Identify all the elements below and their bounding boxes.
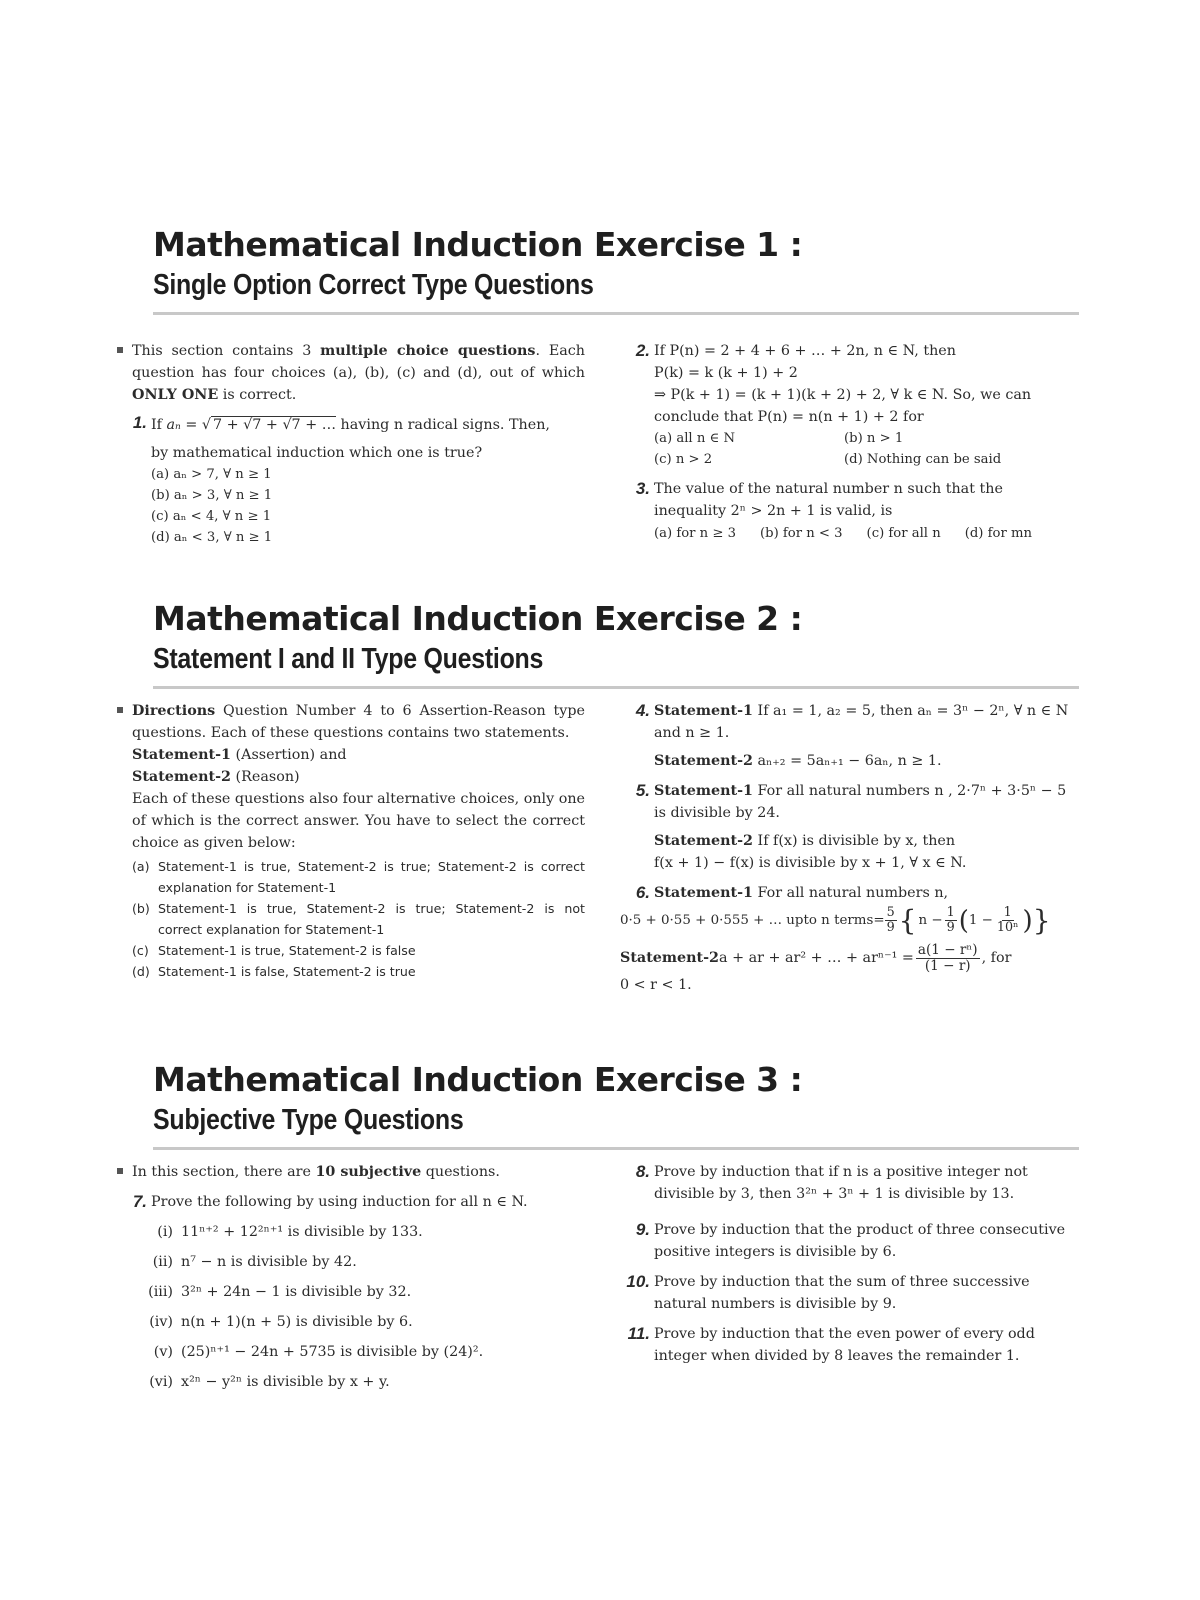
exercise-1-title: Mathematical Induction Exercise 1 : bbox=[153, 225, 803, 264]
option-c[interactable]: (c) for all n bbox=[866, 526, 941, 541]
series-formula: 0·5 + 0·55 + 0·555 + … upto n terms= $\frac{5}{9}$ { n − $\frac{1}{9}$ ( 1 − $\frac{1}{\text{10ⁿ}}$ ) } bbox=[620, 903, 1051, 937]
option-b[interactable]: (b) aₙ > 3, ∀ n ≥ 1 bbox=[151, 488, 273, 503]
list-item: (vi) x²ⁿ − y²ⁿ is divisible by x + y. bbox=[149, 1374, 390, 1390]
question-number: 10. bbox=[626, 1272, 650, 1291]
divider bbox=[153, 686, 1079, 689]
exercise-1-header bbox=[153, 226, 1073, 315]
question-8: 8. Prove by induction that if n is a positive integer not divisible by 3, then 3²ⁿ + 3ⁿ + 1 is divisible by 13. bbox=[620, 1161, 1080, 1205]
question-number: 11. bbox=[627, 1324, 650, 1343]
option-a[interactable]: (a) aₙ > 7, ∀ n ≥ 1 bbox=[151, 467, 272, 482]
exercise-3-right-column bbox=[620, 1161, 1080, 1367]
options-row bbox=[654, 522, 1080, 546]
option-a[interactable]: (a) for n ≥ 3 bbox=[654, 526, 736, 541]
radical-formula: aₙ = √ 7 + √7 + √7 + … bbox=[166, 417, 337, 433]
list-item: (i) 11ⁿ⁺² + 12²ⁿ⁺¹ is divisible by 133. bbox=[157, 1224, 423, 1240]
exercise-2-title: Mathematical Induction Exercise 2 : bbox=[153, 599, 803, 638]
question-number: 5. bbox=[635, 781, 650, 800]
divider bbox=[153, 312, 1079, 315]
exercise-1-subtitle: Single Option Correct Type Questions bbox=[153, 269, 594, 301]
question-6: 6. Statement-1 For all natural numbers n, 0·5 + 0·55 + 0·555 + … upto n terms= $\frac{5}{9}$ { n − $\frac{1}{9}$ ( 1 − $\frac{1}{\text{10ⁿ}}$ ) } Statement-2 a + ar + ar² + … + arⁿ⁻¹ = $\frac{\text{a(1 − rⁿ)}}{(1 - r)}$ , for 0 < r < 1. bbox=[620, 882, 1080, 996]
fraction: $\frac{1}{9}$ bbox=[946, 905, 955, 935]
exercise-1-left-column bbox=[117, 340, 585, 548]
option-d[interactable]: (d) Nothing can be said bbox=[844, 452, 1002, 467]
fraction: $\frac{\text{a(1 − rⁿ)}}{(1 - r)}$ bbox=[917, 942, 978, 974]
exercise-3-header bbox=[153, 1061, 1073, 1150]
list-item: (d) Statement-1 is false, Statement-2 is true bbox=[132, 964, 416, 979]
option-a[interactable]: (a) all n ∈ N bbox=[654, 431, 736, 446]
right-brace: } bbox=[1032, 903, 1051, 937]
bullet-icon bbox=[117, 707, 123, 713]
options-grid bbox=[654, 428, 1080, 470]
list-item: (iii) 3²ⁿ + 24n − 1 is divisible by 32. bbox=[148, 1284, 412, 1300]
exercise-3-left-column bbox=[117, 1161, 585, 1399]
question-10: 10. Prove by induction that the sum of three successive natural numbers is divisible by 9. bbox=[620, 1271, 1080, 1315]
question-11: 11. Prove by induction that the even power of every odd integer when divided by 8 leaves the remainder 1. bbox=[620, 1323, 1080, 1367]
right-paren: ) bbox=[1022, 905, 1033, 936]
answer-key-list bbox=[132, 856, 585, 982]
sub-question-list bbox=[139, 1219, 585, 1395]
bullet-icon bbox=[117, 347, 123, 353]
statement-2-line: Statement-2 a + ar + ar² + … + arⁿ⁻¹ = $\frac{\text{a(1 − rⁿ)}}{(1 - r)}$ , for bbox=[620, 942, 1012, 974]
question-5: 5. Statement-1 For all natural numbers n , 2·7ⁿ + 3·5ⁿ − 5 is divisible by 24. Statement-2 If f(x) is divisible by x, then f(x + 1) − f(x) is divisible by x + 1, ∀ x ∈ N. bbox=[620, 780, 1080, 874]
option-c[interactable]: (c) n > 2 bbox=[654, 452, 713, 467]
question-4: 4. Statement-1 If a₁ = 1, a₂ = 5, then aₙ = 3ⁿ − 2ⁿ, ∀ n ∈ N and n ≥ 1. Statement-2 aₙ₊₂ = 5aₙ₊₁ − 6aₙ, n ≥ 1. bbox=[620, 700, 1080, 772]
option-b[interactable]: (b) for n < 3 bbox=[759, 526, 843, 541]
fraction: $\frac{5}{9}$ bbox=[886, 905, 895, 935]
question-number: 8. bbox=[635, 1162, 650, 1181]
exercise-2-subtitle: Statement I and II Type Questions bbox=[153, 643, 544, 675]
exercise-3-title: Mathematical Induction Exercise 3 : bbox=[153, 1060, 803, 1099]
option-c[interactable]: (c) aₙ < 4, ∀ n ≥ 1 bbox=[151, 509, 272, 524]
exercise-3-subtitle: Subjective Type Questions bbox=[153, 1104, 464, 1136]
question-number: 1. bbox=[132, 413, 147, 432]
section-instructions: In this section, there are 10 subjective questions. bbox=[117, 1161, 585, 1183]
question-3: 3. The value of the natural number n such that the inequality 2ⁿ > 2n + 1 is valid, is (a) for n ≥ 3 (b) for n < 3 (c) for all n (d) for mn bbox=[620, 478, 1080, 546]
list-item: (v) (25)ⁿ⁺¹ − 24n + 5735 is divisible by (24)². bbox=[153, 1344, 484, 1360]
list-item: (a) Statement-1 is true, Statement-2 is true; Statement-2 is correct explanation for Statement-1 bbox=[132, 859, 585, 895]
bullet-icon bbox=[117, 1168, 123, 1174]
section-instructions: This section contains 3 multiple choice questions. Each question has four choices (a), (b), (c) and (d), out of which ONLY ONE is correct. bbox=[117, 340, 585, 406]
divider bbox=[153, 1147, 1079, 1150]
exercise-2-header bbox=[153, 600, 1073, 689]
question-2: 2. If P(n) = 2 + 4 + 6 + … + 2n, n ∈ N, then P(k) = k (k + 1) + 2 ⇒ P(k + 1) = (k + 1)(k + 2) + 2, ∀ k ∈ N. So, we can conclude that P(n) = n(n + 1) + 2 for (a) all n ∈ N (b) n > 1 (c) n > 2 (d) Nothing can be said bbox=[620, 340, 1080, 470]
exercise-2-right-column bbox=[620, 700, 1080, 996]
list-item: (ii) n⁷ − n is divisible by 42. bbox=[152, 1254, 357, 1270]
question-number: 9. bbox=[635, 1220, 650, 1239]
question-number: 4. bbox=[635, 701, 650, 720]
directions: Directions Question Number 4 to 6 Assertion-Reason type questions. Each of these questions contains two statements. Statement-1 (Assertion) and Statement-2 (Reason) Each of these questions also four alternative choices, only one of which is the correct answer. You have to select the correct choice as given below: (a) Statement-1 is true, Statement-2 is true; Statement-2 is correct explanation for Statement-1 (b) Statement-1 is true, Statement-2 is true; Statement-2 is not correct explanation for Statement-1 (c) Statement-1 is true, Statement-2 is false (d) Statement-1 is false, Statement-2 is true bbox=[117, 700, 585, 982]
question-number: 6. bbox=[635, 883, 650, 902]
list-item: (iv) n(n + 1)(n + 5) is divisible by 6. bbox=[149, 1314, 413, 1330]
left-paren: ( bbox=[958, 905, 969, 936]
option-d[interactable]: (d) for mn bbox=[964, 526, 1032, 541]
question-number: 3. bbox=[635, 479, 650, 498]
fraction: $\frac{1}{\text{10ⁿ}}$ bbox=[996, 905, 1019, 935]
exercise-2-left-column bbox=[117, 700, 585, 982]
question-number: 7. bbox=[132, 1192, 147, 1211]
question-1: 1. If aₙ = √ 7 + √7 + √7 + … having n radical signs. Then, by mathematical induction which one is true? (a) aₙ > 7, ∀ n ≥ 1 (b) aₙ > 3, ∀ n ≥ 1 (c) aₙ < 4, ∀ n ≥ 1 (d) aₙ < 3, ∀ n ≥ 1 bbox=[117, 412, 585, 548]
list-item: (b) Statement-1 is true, Statement-2 is true; Statement-2 is not correct explanation for Statement-1 bbox=[132, 901, 585, 937]
left-brace: { bbox=[898, 903, 917, 937]
question-7: 7. Prove the following by using induction for all n ∈ N. (i) 11ⁿ⁺² + 12²ⁿ⁺¹ is divisible by 133. (ii) n⁷ − n is divisible by 42. (iii) 3²ⁿ + 24n − 1 is divisible by 32. (iv) n(n + 1)(n + 5) is divisible by 6. (v) (25)ⁿ⁺¹ − 24n + 5735 is divisible by (24)². (vi) x²ⁿ − y²ⁿ is divisible by x + y. bbox=[117, 1191, 585, 1395]
option-d[interactable]: (d) aₙ < 3, ∀ n ≥ 1 bbox=[151, 530, 273, 545]
question-9: 9. Prove by induction that the product of three consecutive positive integers is divisible by 6. bbox=[620, 1219, 1080, 1263]
option-b[interactable]: (b) n > 1 bbox=[844, 431, 904, 446]
list-item: (c) Statement-1 is true, Statement-2 is false bbox=[132, 943, 416, 958]
exercise-1-right-column bbox=[620, 340, 1080, 546]
question-number: 2. bbox=[635, 341, 650, 360]
